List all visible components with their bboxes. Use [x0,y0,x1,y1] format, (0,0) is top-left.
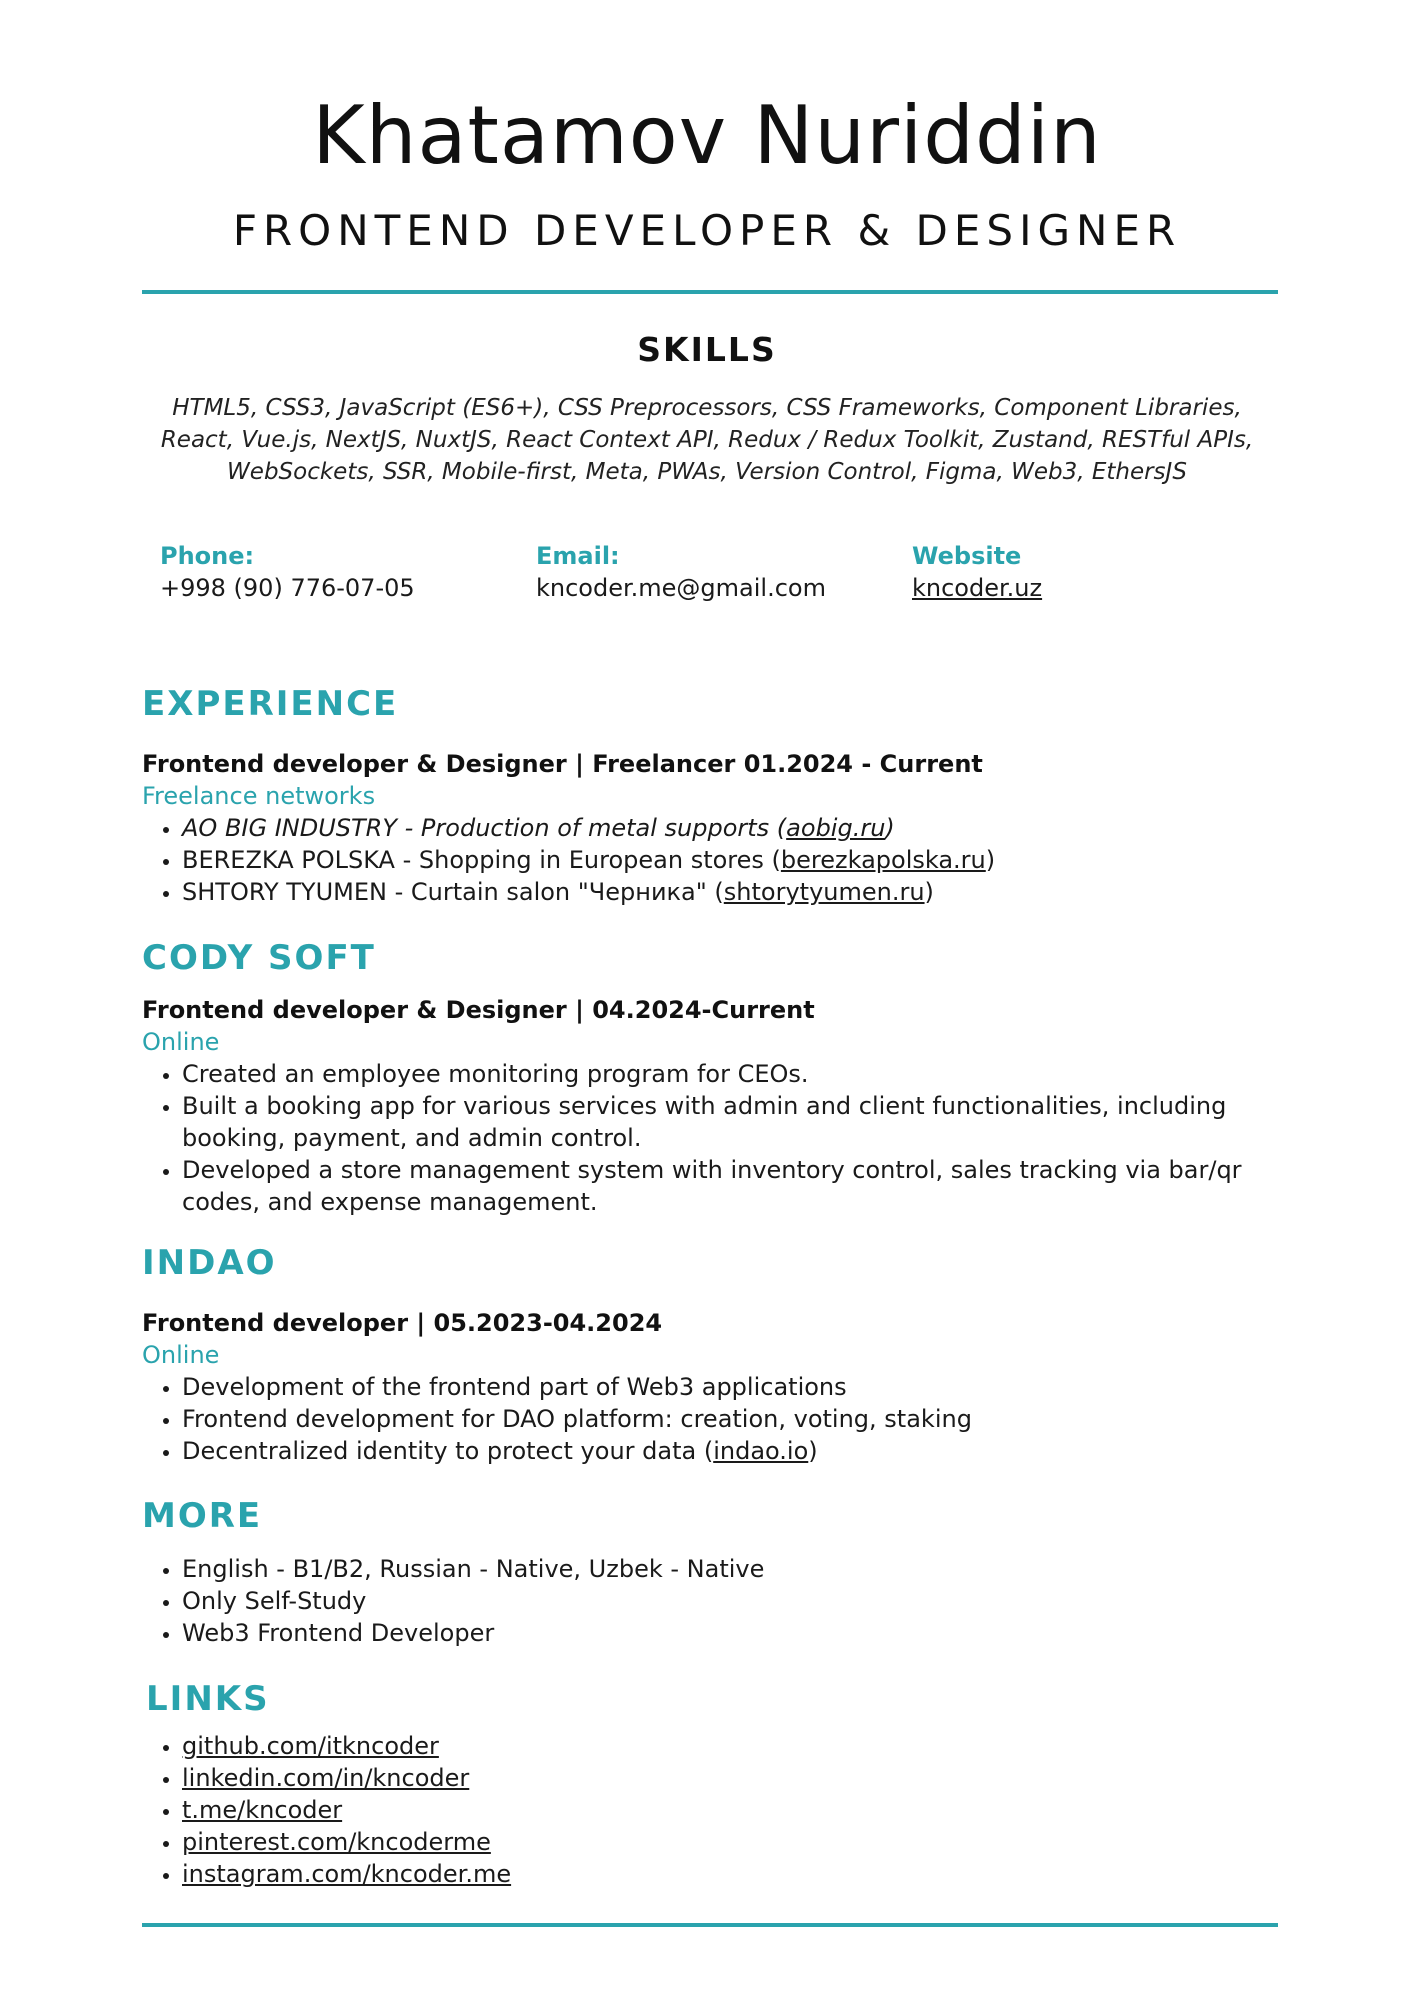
top-divider [142,290,1278,294]
phone-value: +998 (90) 776-07-05 [160,574,415,602]
list-item [182,1858,1282,1890]
project-link[interactable]: berezkapolska.ru [780,846,986,874]
links-heading: LINKS [146,1679,270,1719]
links-section [142,1730,1282,1890]
list-item: • Created an employee monitoring program for CEOs. [182,1058,1282,1090]
list-item: • English - B1/B2, Russian - Native, Uzbek - Native [182,1553,1282,1585]
list-item: • Developed a store management system with inventory control, sales tracking via bar/qr codes, and expense management. [182,1154,1282,1218]
phone-label: Phone: [160,542,255,570]
item-text: ) [885,814,895,842]
contact-website [912,540,1042,604]
more-section [142,1553,1282,1649]
item-text: ) [924,878,934,906]
list-item [182,1762,1282,1794]
instagram-link[interactable]: instagram.com/kncoder.me [182,1860,512,1888]
contact-email [536,540,826,604]
email-value: kncoder.me@gmail.com [536,574,826,602]
experience-freelance [142,748,1282,908]
linkedin-link[interactable]: linkedin.com/in/kncoder [182,1764,470,1792]
contact-phone [160,540,415,604]
job-location: Online [142,1028,220,1056]
item-text: ) [808,1437,818,1465]
candidate-name: Khatamov Nuriddin [312,89,1102,182]
job-title: Frontend developer & Designer | Freelancer 01.2024 - Current [142,750,983,778]
list-item: • Development of the frontend part of Web3 applications [182,1371,1282,1403]
achievement-list [142,1058,1282,1218]
list-item: • Built a booking app for various services with admin and client functionalities, including booking, payment, and admin control. [182,1090,1282,1154]
list-item [182,1730,1282,1762]
website-label: Website [912,542,1022,570]
job-title: Frontend developer | 05.2023-04.2024 [142,1309,663,1337]
project-link[interactable]: indao.io [713,1437,809,1465]
list-item [182,876,1282,908]
job-location: Online [142,1341,220,1369]
list-item [182,812,1282,844]
achievement-list [142,1371,1282,1467]
links-list [142,1730,1282,1890]
skills-list: HTML5, CSS3, JavaScript (ES6+), CSS Preprocessors, CSS Frameworks, Component Libraries, React, Vue.js, NextJS, NuxtJS, React Context API, Redux / Redux Toolkit, Zustand, RESTful APIs, WebSockets, SSR, Mobile-first, Meta, PWAs, Version Control, Figma, Web3, EthersJS [160,395,1254,485]
project-link[interactable]: shtorytyumen.ru [723,878,925,906]
item-text: Decentralized identity to protect your data ( [182,1437,714,1465]
item-text: SHTORY TYUMEN - Curtain salon "Черника" ( [182,878,724,906]
email-label: Email: [536,542,620,570]
indao-heading: INDAO [142,1243,277,1283]
experience-indao [142,1307,1282,1467]
website-link[interactable]: kncoder.uz [912,574,1043,602]
item-text: ) [985,846,996,874]
list-item: • Only Self-Study [182,1585,1282,1617]
more-list [142,1553,1282,1649]
item-text: AO BIG INDUSTRY - Production of metal supports ( [182,814,787,842]
list-item [182,1826,1282,1858]
job-title: Frontend developer & Designer | 04.2024-Current [142,996,815,1024]
experience-heading: EXPERIENCE [142,684,399,724]
telegram-link[interactable]: t.me/kncoder [182,1796,343,1824]
project-list [142,812,1282,908]
more-heading: MORE [142,1496,263,1536]
experience-cody-soft [142,994,1282,1218]
bottom-divider [142,1923,1278,1927]
job-location: Freelance networks [142,782,376,810]
candidate-role: FRONTEND DEVELOPER & DESIGNER [232,206,1182,255]
pinterest-link[interactable]: pinterest.com/kncoderme [182,1828,491,1856]
list-item [182,1435,1282,1467]
github-link[interactable]: github.com/itkncoder [182,1732,439,1760]
list-item [182,1794,1282,1826]
list-item: • Frontend development for DAO platform: creation, voting, staking [182,1403,1282,1435]
list-item: • Web3 Frontend Developer [182,1617,1282,1649]
skills-heading: SKILLS [637,330,777,369]
cody-soft-heading: CODY SOFT [142,938,376,978]
list-item [182,844,1282,876]
project-link[interactable]: aobig.ru [786,814,886,842]
item-text: BEREZKA POLSKA - Shopping in European stores ( [182,846,781,874]
